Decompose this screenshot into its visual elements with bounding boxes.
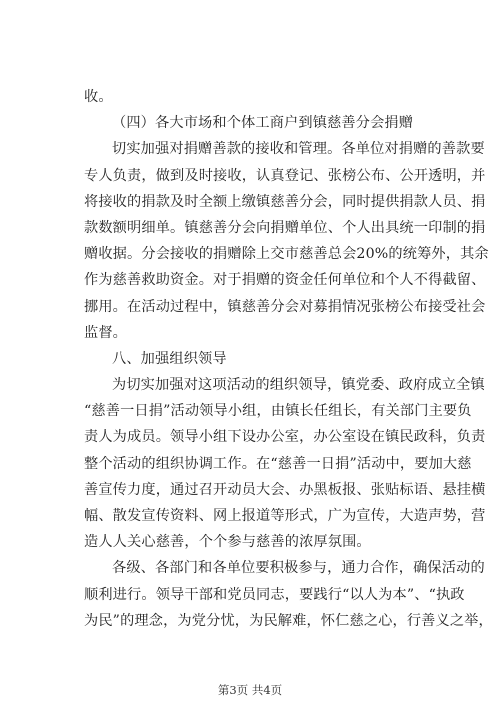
paragraph-line: 整个活动的组织协调工作。在“慈善一日捐”活动中，要加大慈	[84, 455, 472, 472]
paragraph-line: 款数额明细单。镇慈善分会向捐赠单位、个人出具统一印制的捐	[84, 219, 486, 236]
paragraph-line: 收。	[84, 89, 113, 105]
paragraph-line: 造人人关心慈善，个个参与慈善的浓厚氛围。	[84, 534, 371, 551]
paragraph-line: 监督。	[84, 324, 128, 341]
paragraph-line: 赠收据。分会接收的捐赠除上交市慈善总会20%的统筹外，其余	[84, 246, 489, 263]
paragraph-line: 为民”的理念，为党分忧，为民解难，怀仁慈之心，行善义之举，	[84, 612, 493, 629]
paragraph-line: 各级、各部门和各单位要积极参与，通力合作，确保活动的	[112, 560, 485, 577]
paragraph-line: 幅、散发宣传资料、网上报道等形式，广为宣传，大造声势，营	[84, 508, 486, 524]
page-number-footer: 第3页 共4页	[217, 683, 283, 697]
paragraph-line: 专人负责，做到及时接收，认真登记、张榜公布、公开透明，并	[84, 167, 486, 184]
paragraph-line: 责人为成员。领导小组下设办公室，办公室设在镇民政科，负责	[84, 429, 486, 446]
paragraph-line: 作为慈善救助资金。对于捐赠的资金任何单位和个人不得截留、	[84, 272, 486, 289]
section-heading: 八、加强组织领导	[112, 350, 227, 367]
paragraph-line: “慈善一日捐”活动领导小组，由镇长任组长，有关部门主要负	[84, 403, 472, 420]
paragraph-line: 切实加强对捐赠善款的接收和管理。各单位对捐赠的善款要	[112, 141, 485, 158]
paragraph-line: 善宣传力度，通过召开动员大会、办黑板报、张贴标语、悬挂横	[84, 481, 486, 498]
paragraph-line: 为切实加强对这项活动的组织领导，镇党委、政府成立全镇	[112, 377, 485, 394]
paragraph-line: 挪用。在活动过程中，镇慈善分会对募捐情况张榜公布接受社会	[84, 298, 486, 315]
document-body	[84, 84, 493, 634]
paragraph-line: 将接收的捐款及时全额上缴镇慈善分会，同时提供捐款人员、捐	[84, 193, 486, 210]
paragraph-line: 顺利进行。领导干部和党员同志，要践行“以人为本”、“执政	[84, 586, 465, 603]
section-heading: （四）各大市场和个体工商户到镇慈善分会捐赠	[112, 115, 414, 132]
